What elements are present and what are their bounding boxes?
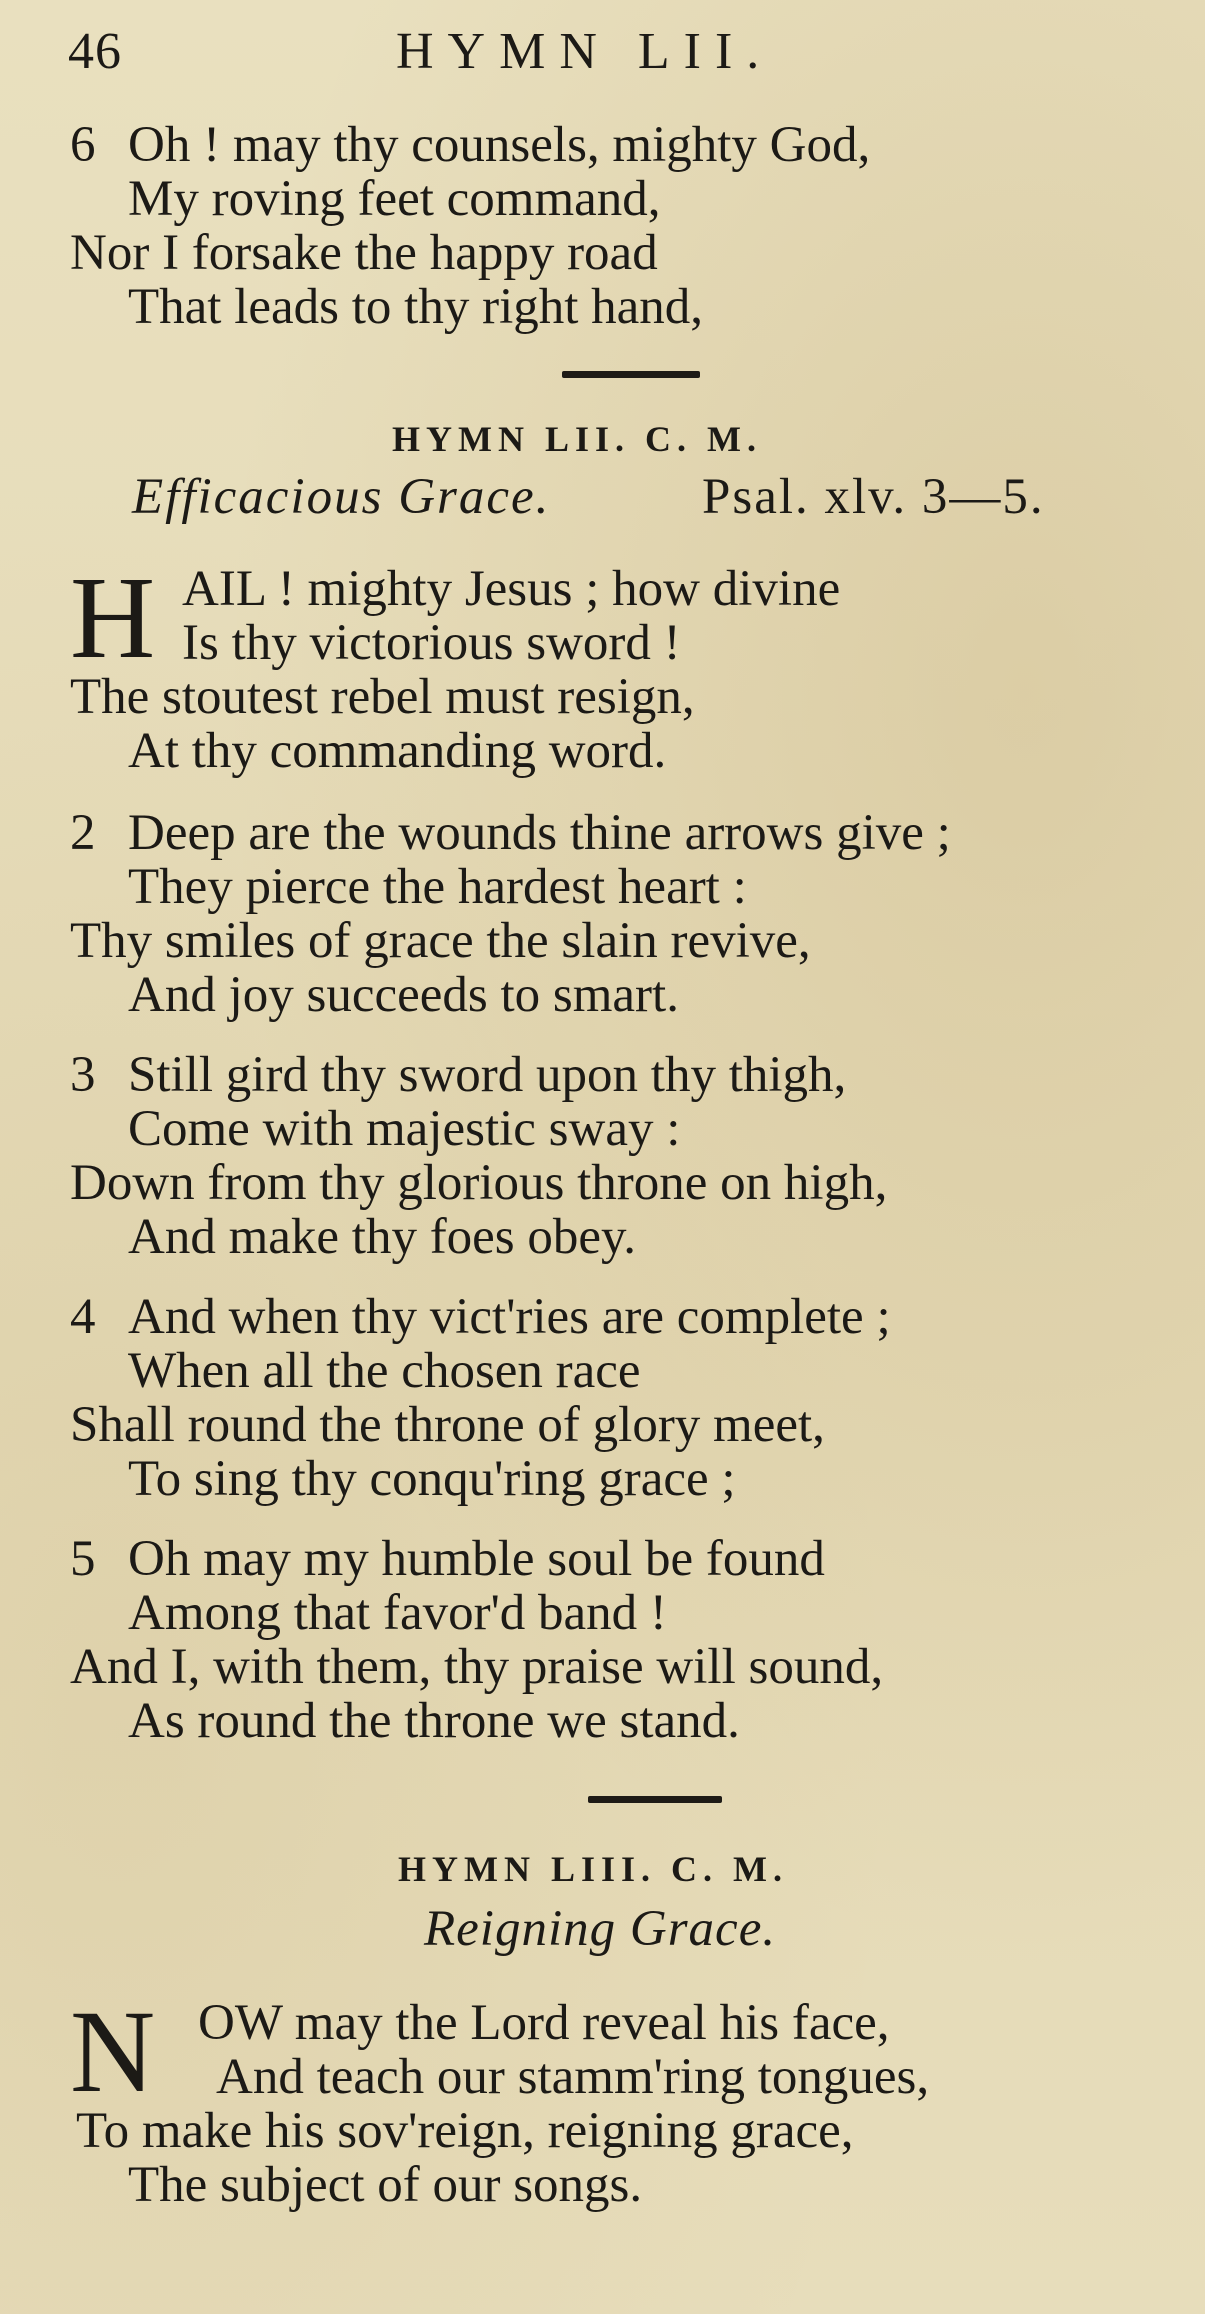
stanza-line: 2 Deep are the wounds thine arrows give ; [70,805,951,861]
stanza-line: The subject of our songs. [128,2157,643,2213]
stanza-line: Down from thy glorious throne on high, [70,1155,888,1211]
stanza-line: To sing thy conqu'ring grace ; [128,1451,736,1507]
running-title: HYMN LII. [396,23,774,80]
drop-cap: N [70,1986,156,2117]
page-number: 46 [68,23,122,80]
hymn-52-subtitle: Efficacious Grace. [132,469,551,525]
stanza-line: And make thy foes obey. [128,1209,636,1265]
stanza-line: Shall round the throne of glory meet, [70,1397,825,1453]
stanza-6 [70,118,1150,334]
stanza-line: The stoutest rebel must resign, [70,669,695,725]
section-rule [562,371,700,378]
stanza-line: Nor I forsake the happy road [70,225,658,281]
stanza-line: That leads to thy right hand, [128,279,704,335]
hymn-52-verse-5 [70,1532,1150,1748]
hymn-53-verse-1 [70,1986,1150,2213]
stanza-line: Among that favor'd band ! [128,1585,667,1641]
stanza-number: 4 [70,1289,96,1345]
stanza-line: AIL ! mighty Jesus ; how divine [182,561,841,617]
stanza-number: 5 [70,1531,96,1587]
stanza-line: When all the chosen race [128,1343,641,1399]
scripture-reference: Psal. xlv. 3—5. [702,469,1045,525]
running-head [68,22,1148,102]
stanza-line: And I, with them, thy praise will sound, [70,1639,884,1695]
hymn-52-title: HYMN LII. C. M. [392,419,762,459]
stanza-line: And joy succeeds to smart. [128,967,679,1023]
stanza-number: 2 [70,805,96,861]
section-rule [588,1796,722,1803]
hymn-53-title: HYMN LIII. C. M. [398,1849,788,1889]
stanza-line: 5 Oh may my humble soul be found [70,1531,825,1587]
stanza-line: To make his sov'reign, reigning grace, [76,2103,854,2159]
stanza-line: As round the throne we stand. [128,1693,740,1749]
hymn-52-verse-2 [70,806,1150,1022]
stanza-line: 6 Oh ! may thy counsels, mighty God, [70,117,871,173]
stanza-line: Come with majestic sway : [128,1101,681,1157]
stanza-line: My roving feet command, [128,171,661,227]
hymn-52-subtitle-row [132,468,1172,528]
stanza-number: 6 [70,117,96,173]
stanza-number: 3 [70,1047,96,1103]
stanza-line: They pierce the hardest heart : [128,859,747,915]
stanza-line: OW may the Lord reveal his face, [198,1995,890,2051]
hymn-52-verse-3 [70,1048,1150,1264]
stanza-line: And teach our stamm'ring tongues, [216,2049,930,2105]
stanza-line: 4 And when thy vict'ries are complete ; [70,1289,891,1345]
drop-cap: H [70,552,156,683]
hymn-52-verse-1 [70,552,1150,779]
stanza-line: At thy commanding word. [128,723,667,779]
stanza-line: Is thy victorious sword ! [182,615,681,671]
hymn-53-subtitle: Reigning Grace. [424,1901,777,1957]
hymn-52-verse-4 [70,1290,1150,1506]
stanza-line: Thy smiles of grace the slain revive, [70,913,811,969]
stanza-line: 3 Still gird thy sword upon thy thigh, [70,1047,847,1103]
